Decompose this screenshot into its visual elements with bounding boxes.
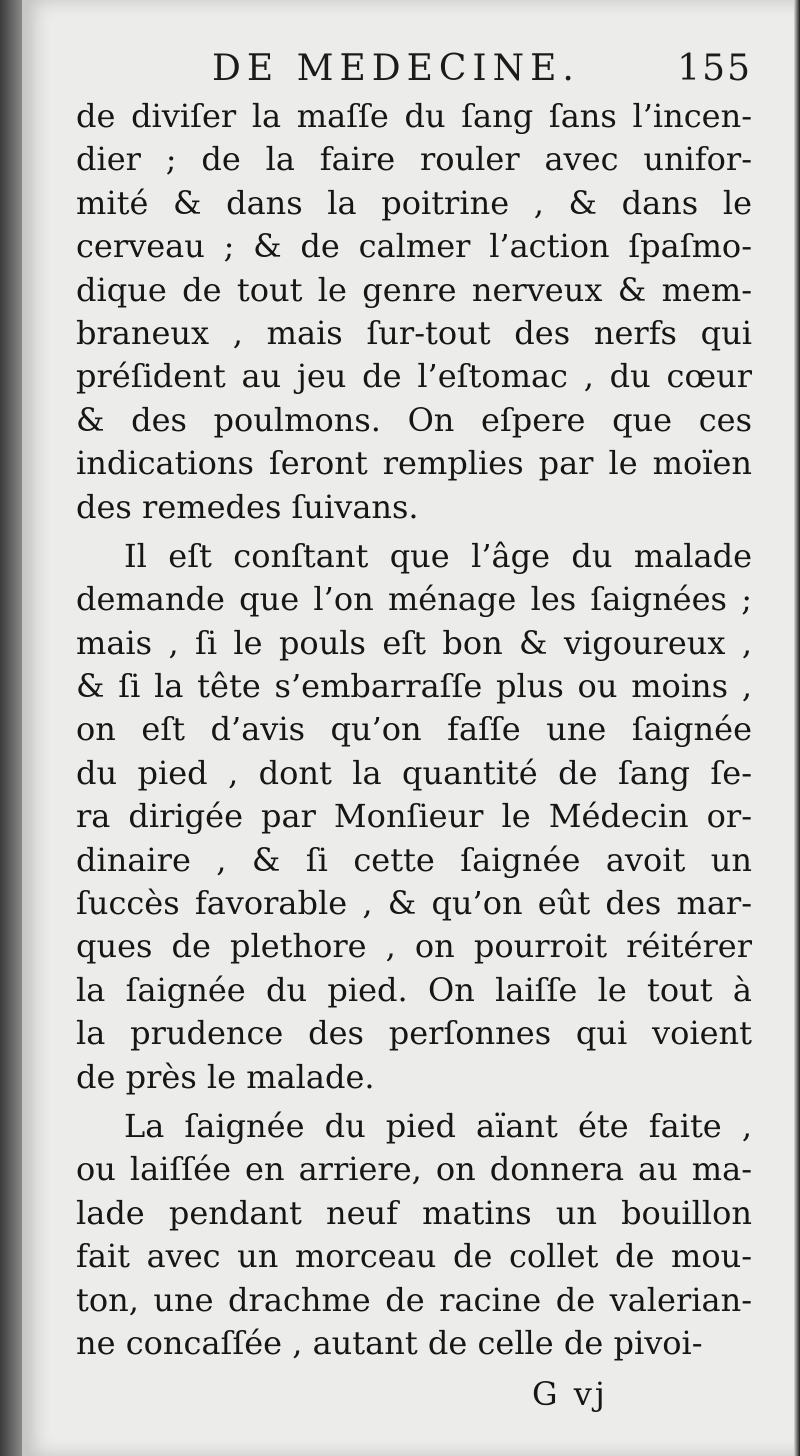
text-line: dique de tout le genre nerveux & mem- — [76, 270, 752, 309]
text-line: ques de plethore , on pourroit réitérer — [76, 927, 752, 966]
text-line: des remedes ſuivans. — [76, 487, 419, 526]
text-line: indications ſeront remplies par le moïen — [76, 444, 752, 483]
page-header — [212, 48, 752, 98]
text-line: & des poulmons. On eſpere que ces — [76, 400, 752, 439]
paragraph — [76, 535, 752, 1099]
text-line: préſident au jeu de l’eſtomac , du cœur — [76, 357, 752, 396]
text-line: de près le malade. — [76, 1057, 375, 1096]
text-line: ton, une drachme de racine de valerian- — [76, 1280, 752, 1319]
text-line: Il eſt conſtant que l’âge du malade — [124, 536, 752, 575]
text-line: lade pendant neuf matins un bouillon — [76, 1193, 752, 1232]
signature-mark: G vj — [532, 1375, 608, 1413]
text-line: de diviſer la maſſe du ſang ſans l’incen- — [76, 97, 752, 135]
body-text — [76, 95, 752, 1365]
text-line: & ſi la tête s’embarraſſe plus ou moins , — [76, 667, 752, 706]
text-line: dier ; de la faire rouler avec unifor- — [76, 140, 752, 179]
text-line: mité & dans la poitrine , & dans le — [76, 183, 752, 222]
text-line: mais , ſi le pouls eſt bon & vigoureux , — [76, 623, 752, 662]
text-line: La ſaignée du pied aïant éte faite , — [124, 1106, 752, 1145]
paragraph — [76, 95, 752, 529]
running-title: DE MEDECINE. — [212, 48, 580, 89]
text-line: la prudence des perſonnes qui voient — [76, 1014, 752, 1053]
text-line: on eſt d’avis qu’on faſſe une ſaignée — [76, 710, 752, 749]
text-line: cerveau ; & de calmer l’action ſpaſmo- — [76, 227, 752, 266]
text-line: ou laiſſée en arriere, on donnera au ma- — [76, 1150, 752, 1189]
text-line: fait avec un morceau de collet de mou- — [76, 1237, 752, 1276]
page-number: 155 — [677, 48, 752, 89]
text-line: ra dirigée par Monſieur le Médecin or- — [76, 797, 752, 836]
text-line: ſuccès favorable , & qu’on eût des mar- — [76, 884, 752, 923]
page-edge-shadow — [794, 0, 800, 1456]
paragraph — [76, 1105, 752, 1365]
book-page — [22, 0, 800, 1456]
text-line: la ſaignée du pied. On laiſſe le tout à — [76, 970, 752, 1009]
book-gutter-shadow — [0, 0, 22, 1456]
text-line: du pied , dont la quantité de ſang ſe- — [76, 753, 752, 792]
text-line: ne concaſſée , autant de celle de pivoi- — [76, 1323, 703, 1362]
text-line: demande que l’on ménage les ſaignées ; — [76, 580, 752, 619]
text-line: braneux , mais ſur-tout des nerfs qui — [76, 313, 752, 352]
text-line: dinaire , & ſi cette ſaignée avoit un — [76, 840, 752, 879]
